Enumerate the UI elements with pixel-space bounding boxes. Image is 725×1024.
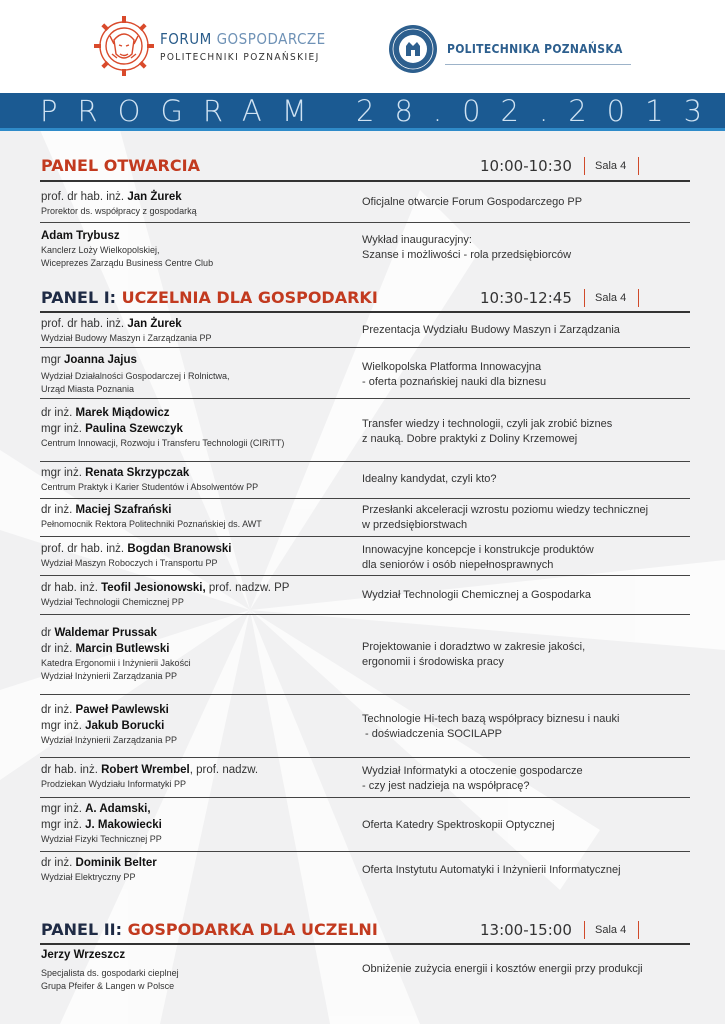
forum-title-light: GOSPODARCZE [216, 30, 326, 48]
row-divider [40, 694, 690, 695]
row-divider [40, 498, 690, 499]
panel-room: Sala 4 [595, 924, 627, 936]
list-item-topic: Oferta Katedry Spektroskopii Optycznej [362, 819, 555, 831]
list-item-speaker: Jerzy Wrzeszcz Specjalista ds. gospodarki cieplnej Grupa Pfeifer & Langen w Polsce [41, 949, 179, 991]
list-item-speaker: mgr Joanna Jajus Wydział Działalności Gospodarczej i Rolnictwa, Urząd Miasta Poznania [41, 354, 230, 394]
list-item-topic: Projektowanie i doradztwo w zakresie jakości, ergonomii i środowiska pracy [362, 641, 586, 668]
panel-title [41, 288, 378, 307]
room-divider [638, 921, 639, 939]
list-item-speaker: dr inż. Dominik Belter Wydział Elektryczny PP [41, 857, 157, 882]
row-divider [40, 575, 690, 576]
list-item-speaker: mgr inż. A. Adamski, mgr inż. J. Makowiecki Wydział Fizyki Technicznej PP [41, 803, 162, 844]
banner-accent-stripe [0, 128, 725, 131]
program-banner-title: PROGRAM 28.02.2013 [40, 94, 723, 128]
forum-subtitle: POLITECHNIKI POZNAŃSKIEJ [160, 52, 320, 63]
panel-rule [40, 943, 690, 945]
list-item-speaker: dr inż. Paweł Pawlewski mgr inż. Jakub Borucki Wydział Inżynierii Zarządzania PP [41, 704, 177, 745]
panel-time: 10:00-10:30 [480, 157, 572, 175]
row-divider [40, 851, 690, 852]
panel-title [41, 920, 378, 939]
list-item-topic: Wydział Technologii Chemicznej a Gospodarka [362, 589, 591, 601]
row-divider [40, 461, 690, 462]
list-item-topic: Wykład inauguracyjny: Szanse i możliwości - rola przedsiębiorców [362, 234, 572, 261]
list-item-speaker: dr inż. Maciej Szafrański Pełnomocnik Rektora Politechniki Poznańskiej ds. AWT [41, 504, 262, 529]
time-divider [584, 921, 585, 939]
room-divider [638, 157, 639, 175]
row-divider [40, 536, 690, 537]
panel-title [41, 156, 200, 175]
time-divider [584, 289, 585, 307]
list-item-speaker: dr inż. Marek Miądowicz mgr inż. Paulina Szewczyk Centrum Innowacji, Rozwoju i Transferu Technologii (CIRiTT) [41, 407, 285, 448]
list-item-topic: Obniżenie zużycia energii i kosztów energii przy produkcji [362, 963, 643, 975]
list-item-speaker: prof. dr hab. inż. Jan Żurek Wydział Budowy Maszyn i Zarządzania PP [41, 318, 212, 343]
list-item-topic: Idealny kandydat, czyli kto? [362, 473, 497, 485]
panel-title-red: GOSPODARKA DLA UCZELNI [127, 920, 378, 939]
list-item-speaker: Adam Trybusz Kanclerz Loży Wielkopolskiej, Wiceprezes Zarządu Business Centre Club [41, 230, 214, 268]
row-divider [40, 614, 690, 615]
list-item-speaker: dr hab. inż. Robert Wrembel, prof. nadzw. Prodziekan Wydziału Informatyki PP [41, 764, 259, 789]
list-item-topic: Wielkopolska Platforma Innowacyjna - oferta poznańskiej nauki dla biznesu [362, 361, 547, 388]
list-item-topic: Technologie Hi-tech bazą współpracy biznesu i nauki - doświadczenia SOCILAPP [362, 713, 620, 740]
panel-title-black: PANEL I: [41, 288, 117, 307]
room-divider [638, 289, 639, 307]
panel-room: Sala 4 [595, 160, 627, 172]
panel-title-red: UCZELNIA DLA GOSPODARKI [121, 288, 378, 307]
panel-room: Sala 4 [595, 292, 627, 304]
forum-lion-gear-logo [92, 14, 156, 78]
list-item-topic: Transfer wiedzy i technologii, czyli jak zrobić biznes z nauką. Dobre praktyki z Doliny Krzemowej [362, 418, 613, 445]
list-item-topic: Oferta Instytutu Automatyki i Inżynierii Informatycznej [362, 864, 621, 876]
list-item-speaker: dr hab. inż. Teofil Jesionowski, prof. nadzw. PP Wydział Technologii Chemicznej PP [41, 582, 290, 607]
row-divider [40, 797, 690, 798]
list-item-topic: Oficjalne otwarcie Forum Gospodarczego PP [362, 196, 583, 208]
list-item-topic: Wydział Informatyki a otoczenie gospodarcze - czy jest nadzieja na współpracę? [362, 765, 583, 792]
list-item-topic: Prezentacja Wydziału Budowy Maszyn i Zarządzania [362, 324, 620, 336]
list-item-speaker: prof. dr hab. inż. Jan Żurek Prorektor ds. współpracy z gospodarką [41, 191, 197, 216]
row-divider [40, 347, 690, 348]
list-item-speaker: mgr inż. Renata Skrzypczak Centrum Praktyk i Karier Studentów i Absolwentów PP [41, 467, 259, 492]
forum-title-bold: FORUM [160, 30, 212, 48]
politechnika-seal-logo [388, 24, 438, 74]
panel-time: 13:00-15:00 [480, 921, 572, 939]
row-divider [40, 222, 690, 223]
university-underline [445, 64, 631, 65]
list-item-speaker: prof. dr hab. inż. Bogdan Branowski Wydział Maszyn Roboczych i Transportu PP [41, 543, 232, 568]
time-divider [584, 157, 585, 175]
list-item-topic: Przesłanki akceleracji wzrostu poziomu wiedzy technicznej w przedsiębiorstwach [362, 504, 649, 531]
panel-title-red: PANEL OTWARCIA [41, 156, 200, 175]
forum-wordmark [160, 30, 326, 63]
panel-rule [40, 180, 690, 182]
row-divider [40, 757, 690, 758]
list-item-topic: Innowacyjne koncepcje i konstrukcje produktów dla seniorów i osób niepełnosprawnych [362, 544, 594, 571]
panel-time: 10:30-12:45 [480, 289, 572, 307]
panel-rule [40, 311, 690, 313]
university-name: POLITECHNIKA POZNAŃSKA [447, 42, 623, 56]
header [0, 0, 725, 93]
list-item-speaker: dr Waldemar Prussak dr inż. Marcin Butlewski Katedra Ergonomii i Inżynierii Jakości Wydział Inżynierii Zarządzania PP [41, 627, 191, 681]
row-divider [40, 398, 690, 399]
panel-title-black: PANEL II: [41, 920, 123, 939]
